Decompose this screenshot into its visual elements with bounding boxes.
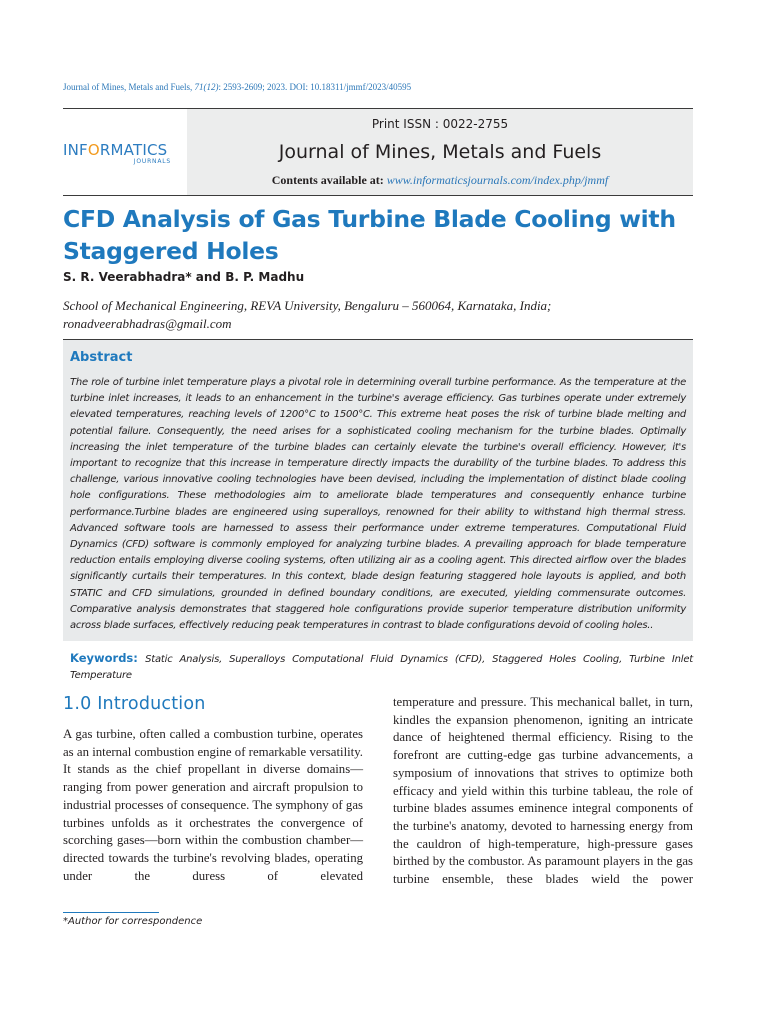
keywords-text: Static Analysis, Superalloys Computational Fluid Dynamics (CFD), Staggered Holes Cooling, Turbine Inlet Temperature: [70, 654, 693, 681]
author-list: S. R. Veerabhadra* and B. P. Madhu: [63, 270, 305, 284]
abstract-heading: Abstract: [70, 350, 133, 365]
journal-name: Journal of Mines, Metals and Fuels: [278, 141, 602, 163]
contents-available-line: [187, 173, 693, 188]
footnote-divider: [63, 912, 159, 913]
logo-text-start: INF: [63, 141, 88, 159]
introduction-column-right: temperature and pressure. This mechanical ballet, in turn, kindles the expansion phenomenon, igniting an intricate dance of heightened thermal efficiency. Rising to the forefront are cutting-edge gas turbine advancements, a symposium of innovations that strives to optimize both efficacy and yield within this turbine tableau, the role of turbine blades assumes eminence integral components of the turbine's anatomy, devoted to harnessing energy from the cauldron of high-temperature, high-pressure gases birthed by the combustor. As paramount players in the gas turbine ensemble, these blades wield the power: [393, 695, 693, 887]
correspondence-footnote: *Author for correspondence: [63, 916, 203, 927]
keywords-label: Keywords:: [70, 651, 138, 665]
keywords-block: [70, 650, 693, 684]
print-issn: Print ISSN : 0022-2755: [371, 117, 509, 131]
logo-subtitle: JOURNALS: [133, 158, 171, 165]
abstract-text: The role of turbine inlet temperature plays a pivotal role in determining overall turbine performance. As the temperature at the turbine inlet increases, it leads to an enhancement in the turbine's average efficiency. Gas turbines operate under extremely elevated temperatures, reaching levels of 1200°C to 1500°C. This extreme heat poses the risk of turbine blade melting and potential failure. Consequently, the need arises for a sophisticated cooling mechanism for the turbine blades. Optimally increasing the inlet temperature of the turbine blades can certainly elevate the turbine's overall efficiency. However, it's important to recognize that this increase in temperature directly impacts the durability of the turbine blades. To address this challenge, various innovative cooling technologies have been devised, including the implementation of distinct blade cooling hole configurations. These methodologies aim to ameliorate blade temperatures and consequently enhance turbine performance.Turbine blades are engineered using superalloys, renowned for their ability to withstand high thermal stress. Advanced software tools are harnessed to assess their performance under extreme temperatures. Computational Fluid Dynamics (CFD) software is commonly employed for analyzing turbine blades. A prevailing approach for blade temperature reduction entails employing diverse cooling systems, often utilizing air as a cooling agent. This directed airflow over the blades significantly curtails their temperatures. In this context, blade design featuring staggered hole layouts is applied, and both STATIC and CFD simulations, grounded in defined boundary conditions, are executed, yielding commensurate outcomes. Comparative analysis demonstrates that staggered hole configurations provide superior temperature distribution uniformity across blade surfaces, effectively reducing peak temperatures in contrast to blade configurations devoid of cooling holes..: [70, 377, 686, 632]
journal-url-link[interactable]: www.informaticsjournals.com/index.php/jmmf: [386, 173, 609, 187]
article-title: CFD Analysis of Gas Turbine Blade Cooling with Staggered Holes: [63, 205, 676, 265]
affiliation-block: [63, 297, 693, 333]
citation-doi: : 2593-2609; 2023. DOI: 10.18311/jmmf/2023/40595: [218, 82, 412, 92]
introduction-heading: 1.0 Introduction: [63, 694, 206, 714]
logo-text-end: RMATICS: [99, 141, 168, 159]
journal-masthead: [63, 108, 693, 196]
citation-volume: 71(12): [194, 82, 219, 92]
publisher-logo: [63, 142, 175, 166]
logo-accent-letter: O: [87, 141, 100, 159]
correspondence-email: ronadveerabhadras@gmail.com: [63, 316, 232, 331]
affiliation-text: School of Mechanical Engineering, REVA University, Bengaluru – 560064, Karnataka, India;: [63, 298, 552, 313]
abstract-box: [63, 339, 693, 641]
citation-journal: Journal of Mines, Metals and Fuels,: [63, 82, 195, 92]
contents-label: Contents available at:: [271, 173, 387, 187]
introduction-column-left: A gas turbine, often called a combustion turbine, operates as an internal combustion engine of remarkable versatility. It stands as the chief propellant in diverse domains—ranging from power generation and aircraft propulsion to industrial processes of consequence. The symphony of gas turbines unfolds as it orchestrates the convergence of scorching gases—born within the combustion chamber—directed towards the turbine's revolving blades, operating under the duress of elevated: [63, 727, 363, 883]
citation-line: [63, 82, 411, 92]
